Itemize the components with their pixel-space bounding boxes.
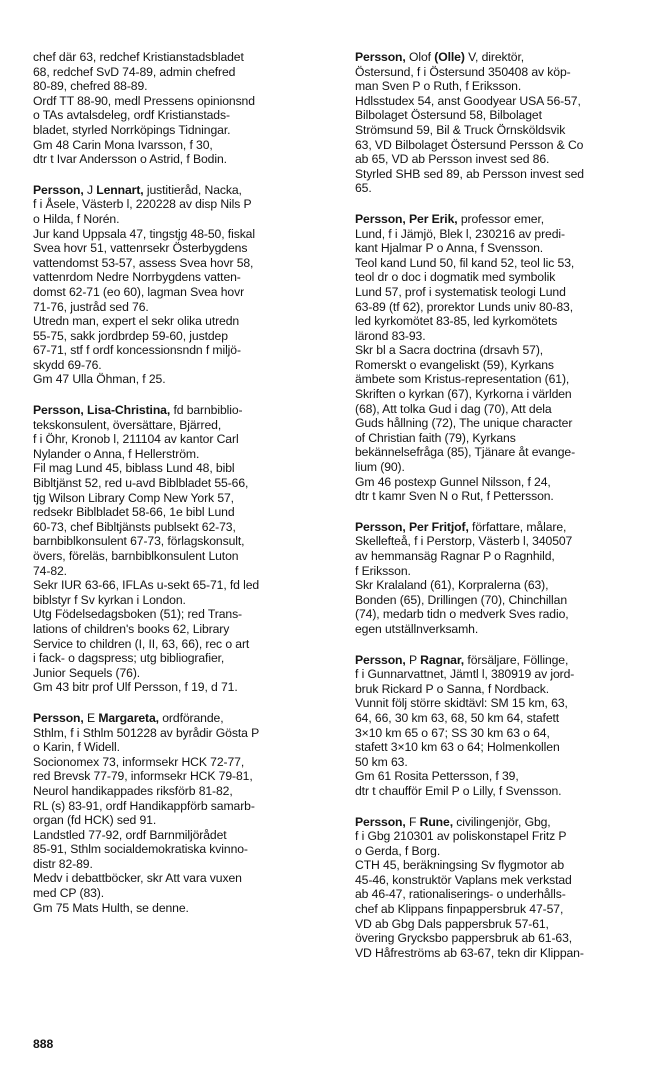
left-column	[33, 50, 333, 931]
entry-line: dtr t chaufför Emil P o Lilly, f Svensson.	[355, 783, 562, 798]
entry-line: 63-89 (tf 62), prorektor Lunds univ 80-83,	[355, 299, 574, 314]
entry-callname: Ragnar,	[420, 652, 465, 667]
entry-line: Gm 75 Mats Hulth, se denne.	[33, 900, 189, 915]
entry-line: 64, 66, 30 km 63, 68, 50 km 64, stafett	[355, 710, 560, 725]
entry-line: Styrled SHB sed 89, ab Persson invest sed	[355, 166, 584, 181]
page-number: 888	[33, 1037, 54, 1051]
entry-line: egen utställnverksamh.	[355, 621, 479, 636]
entry-callname: Per Erik,	[408, 211, 458, 226]
entry-first-line-rest: författare, målare,	[472, 519, 567, 534]
entry-persson-ragnar	[355, 653, 655, 799]
entry-line: 68, redchef SvD 74-89, admin chefred	[33, 64, 236, 79]
entry-line: av hemmansäg Ragnar P o Ragnhild,	[355, 549, 555, 563]
entry-callname: Lennart,	[96, 182, 144, 197]
entry-line: Medv i debattböcker, skr Att vara vuxen	[33, 871, 242, 886]
entry-line: o Hilda, f Norén.	[33, 211, 120, 226]
entry-line: Jur kand Uppsala 47, tingstjg 48-50, fiskal	[33, 226, 255, 241]
entry-line: domst 62-71 (eo 60), lagman Svea hovr	[33, 284, 245, 299]
entry-line: 65.	[355, 181, 372, 196]
entry-line: 85-91, Sthlm socialdemokratiska kvinno-	[33, 842, 248, 857]
entry-line: Bonden (65), Drillingen (70), Chinchillan	[355, 592, 568, 607]
entry-line: 3×10 km 65 o 67; SS 30 km 63 o 64,	[355, 725, 550, 740]
entry-first-line	[355, 815, 655, 830]
entry-first-line	[355, 520, 655, 535]
entry-line: Ordf TT 88-90, medl Pressens opinionsnd	[33, 93, 255, 108]
entry-surname: Persson,	[355, 211, 406, 226]
entry-line: teol dr o doc i dogmatik med symbolik	[355, 270, 556, 285]
entry-persson-lennart	[33, 183, 333, 387]
entry-line: Junior Sequels (76).	[33, 665, 141, 680]
entry-line: lium (90).	[355, 460, 405, 475]
entry-line: Service to children (I, II, 63, 66), rec o art	[33, 636, 250, 651]
entry-line: 45-46, konstruktör Vaplans mek verkstad	[355, 872, 572, 887]
entry-line: redsekr Biblbladet 58-66, 1e bibl Lund	[33, 505, 235, 520]
entry-first-line-rest: V, direktör,	[468, 50, 525, 64]
entry-line: Romerskt o evangeliskt (59), Kyrkans	[355, 357, 554, 372]
entry-persson-rune	[355, 815, 655, 961]
entry-surname: Persson,	[355, 652, 406, 667]
entry-line: kant Hjalmar P o Anna, f Svensson.	[355, 241, 544, 256]
entry-callname: Rune,	[419, 814, 453, 829]
entry-callname: Margareta,	[98, 710, 159, 725]
entry-line: dtr t kamr Sven N o Rut, f Pettersson.	[355, 489, 554, 504]
entry-callname: Per Fritjof,	[408, 519, 469, 534]
entry-line: f i Åsele, Västerb l, 220228 av disp Nils P	[33, 197, 252, 212]
entry-line: 63, VD Bilbolaget Östersund Persson & Co	[355, 137, 584, 152]
entry-line: Neurol handikappades riksförb 81-82,	[33, 783, 233, 798]
entry-line: övers, föreläs, barnbiblkonsulent Luton	[33, 549, 239, 563]
entry-line: Gm 46 postexp Gunnel Nilsson, f 24,	[355, 474, 551, 489]
entry-given-name: P	[408, 652, 417, 667]
entry-given-name: J	[86, 182, 93, 197]
right-column	[355, 50, 655, 976]
entry-given-name: E	[86, 710, 96, 725]
entry-line: chef där 63, redchef Kristianstadsbladet	[33, 50, 244, 64]
entry-line: chef ab Klippans finpappersbruk 47-57,	[355, 902, 564, 917]
entry-surname: Persson,	[355, 519, 406, 534]
entry-line: RL (s) 83-91, ordf Handikappförb samarb-	[33, 798, 255, 813]
entry-first-line-rest: ordförande,	[162, 710, 224, 725]
entry-surname: Persson,	[33, 710, 84, 725]
entry-line: Bibltjänst 52, red u-avd Biblbladet 55-66,	[33, 476, 249, 491]
entry-line: tekskonsulent, översättare, Bjärred,	[33, 417, 222, 432]
entry-line: Socionomex 73, informsekr HCK 72-77,	[33, 754, 245, 769]
entry-line: lations of children's books 62, Library	[33, 621, 230, 636]
entry-line: 67-71, stf f ordf koncessionsndn f miljö-	[33, 343, 241, 358]
entry-line: skydd 69-76.	[33, 357, 102, 372]
entry-line: Skr bl a Sacra doctrina (drsavh 57),	[355, 343, 544, 358]
entry-line: 74-82.	[33, 563, 67, 578]
entry-first-line-rest: försäljare, Föllinge,	[467, 652, 569, 667]
entry-line: Skr Kralaland (61), Korpralerna (63),	[355, 578, 549, 593]
entry-line: f Eriksson.	[355, 563, 411, 578]
entry-line: organ (fd HCK) sed 91.	[33, 813, 157, 828]
entry-line: Sthlm, f i Sthlm 501228 av byrådir Gösta P	[33, 725, 260, 740]
entry-line: Gm 61 Rosita Pettersson, f 39,	[355, 769, 519, 784]
entry-line: vattenrdom Nedre Norrbygdens vatten-	[33, 270, 241, 285]
entry-line: Skriften o kyrkan (67), Kyrkorna i världen	[355, 387, 572, 402]
entry-line: distr 82-89.	[33, 856, 93, 871]
entry-line: barnbiblkonsulent 67-73, förlagskonsult,	[33, 534, 245, 549]
entry-line: bekännelsefråga (85), Tjänare åt evange-	[355, 445, 576, 460]
entry-line: f i Gbg 210301 av poliskonstapel Fritz P	[355, 829, 567, 844]
entry-persson-per-erik	[355, 212, 655, 504]
entry-line: o TAs avtalsdeleg, ordf Kristianstads-	[33, 108, 230, 123]
entry-first-line	[33, 183, 333, 198]
entry-line: tjg Wilson Library Comp New York 57,	[33, 490, 234, 505]
entry-callname: (Olle)	[434, 50, 465, 64]
entry-first-line	[355, 212, 655, 227]
entry-line: Östersund, f i Östersund 350408 av köp-	[355, 64, 571, 79]
entry-line: Nylander o Anna, f Hellerström.	[33, 446, 200, 461]
entry-first-line-rest: civilingenjör, Gbg,	[456, 814, 551, 829]
entry-line: VD Håfreströms ab 63-67, tekn dir Klippan-	[355, 945, 584, 960]
entry-line: of Christian faith (79), Kyrkans	[355, 430, 516, 445]
entry-line: lärond 83-93.	[355, 328, 426, 343]
entry-line: Landstled 77-92, ordf Barnmiljörådet	[33, 827, 227, 842]
entry-line: Utg Födelsedagsboken (51); red Trans-	[33, 607, 243, 622]
entry-line: ab 46-47, rationaliserings- o underhålls-	[355, 887, 566, 902]
entry-line: Gm 48 Carin Mona Ivarsson, f 30,	[33, 137, 213, 152]
entry-line: f i Öhr, Kronob l, 211104 av kantor Carl	[33, 432, 239, 447]
entry-first-line-rest: professor emer,	[460, 211, 545, 226]
entry-line: o Gerda, f Borg.	[355, 843, 441, 858]
entry-line: övering Grycksbo pappersbruk ab 61-63,	[355, 931, 573, 946]
entry-persson-olle	[355, 50, 655, 196]
entry-line: ämbete som Kristus-representation (61),	[355, 372, 570, 387]
entry-line: (68), Att tolka Gud i dag (70), Att dela	[355, 401, 552, 416]
entry-line: man Sven P o Ruth, f Eriksson.	[355, 79, 522, 94]
entry-line: bladet, styrled Norrköpings Tidningar.	[33, 122, 231, 137]
entry-line: 60-73, chef Bibltjänsts publsekt 62-73,	[33, 519, 236, 534]
entry-line: stafett 3×10 km 63 o 64; Holmenkollen	[355, 740, 560, 755]
entry-line: ab 65, VD ab Persson invest sed 86.	[355, 152, 550, 167]
entry-line: Lund, f i Jämjö, Blek l, 230216 av predi-	[355, 226, 565, 241]
entry-callname: Lisa-Christina,	[86, 403, 171, 418]
entry-surname: Persson,	[33, 182, 84, 197]
entry-line: dtr t Ivar Andersson o Astrid, f Bodin.	[33, 152, 227, 167]
entry-persson-per-fritjof	[355, 520, 655, 637]
entry-line: Lund 57, prof i systematisk teologi Lund	[355, 284, 566, 299]
entry-line: biblstyr f Sv kyrkan i London.	[33, 592, 186, 607]
entry-line: red Brevsk 77-79, informsekr HCK 79-81,	[33, 769, 253, 784]
entry-surname: Persson,	[355, 814, 406, 829]
entry-first-line	[355, 50, 655, 65]
entry-line: Vunnit följ större skidtävl: SM 15 km, 63,	[355, 696, 568, 711]
entry-line: CTH 45, beräkningsing Sv flygmotor ab	[355, 858, 565, 873]
entry-persson-margareta	[33, 711, 333, 915]
entry-line: bruk Rickard P o Sanna, f Nordback.	[355, 681, 550, 696]
entry-line: Skellefteå, f i Perstorp, Västerb l, 340507	[355, 534, 573, 549]
entry-line: f i Gunnarvattnet, Jämtl l, 380919 av jord-	[355, 667, 575, 682]
entry-line: med CP (83).	[33, 886, 105, 901]
entry-given-name: Olof	[408, 50, 431, 64]
entry-line: vattendomst 53-57, assess Svea hovr 58,	[33, 255, 254, 270]
entry-line: 80-89, chefred 88-89.	[33, 79, 148, 94]
entry-line: led kyrkomötet 83-85, led kyrkomötets	[355, 314, 558, 329]
entry-line: 71-76, justråd sed 76.	[33, 299, 149, 314]
entry-line: Sekr IUR 63-66, IFLAs u-sekt 65-71, fd led	[33, 578, 260, 593]
entry-line: 50 km 63.	[355, 754, 408, 769]
entry-first-line-rest: justitieråd, Nacka,	[146, 182, 242, 197]
entry-line: Hdlsstudex 54, anst Goodyear USA 56-57,	[355, 93, 581, 108]
entry-line: Gm 43 bitr prof Ulf Persson, f 19, d 71.	[33, 680, 238, 695]
entry-line: VD ab Gbg Dals pappersbruk 57-61,	[355, 916, 549, 931]
entry-line: 55-75, sakk jordbrdep 59-60, justdep	[33, 328, 228, 343]
entry-line: Teol kand Lund 50, fil kand 52, teol lic 53,	[355, 255, 575, 270]
entry-line: o Karin, f Widell.	[33, 740, 120, 755]
entry-line: Strömsund 59, Bil & Truck Örnsköldsvik	[355, 122, 566, 137]
entry-first-line-rest: fd barnbiblio-	[173, 403, 243, 418]
entry-line: Guds hållning (72), The unique character	[355, 416, 573, 431]
entry-line: Fil mag Lund 45, biblass Lund 48, bibl	[33, 461, 235, 476]
entry-continued	[33, 50, 333, 167]
entry-first-line	[355, 653, 655, 668]
entry-given-name: F	[408, 814, 417, 829]
entry-persson-lisa-christina	[33, 403, 333, 695]
entry-line: (74), medarb tidn o medverk Sves radio,	[355, 607, 569, 622]
entry-surname: Persson,	[355, 50, 406, 64]
entry-line: Svea hovr 51, vattenrsekr Österbygdens	[33, 241, 248, 256]
entry-line: i fack- o dagspress; utg bibliografier,	[33, 651, 225, 666]
entry-surname: Persson,	[33, 403, 84, 418]
entry-line: Utredn man, expert el sekr olika utredn	[33, 314, 240, 329]
entry-line: Gm 47 Ulla Öhman, f 25.	[33, 372, 166, 387]
entry-line: Bilbolaget Östersund 58, Bilbolaget	[355, 108, 542, 123]
entry-first-line	[33, 403, 333, 418]
entry-first-line	[33, 711, 333, 726]
